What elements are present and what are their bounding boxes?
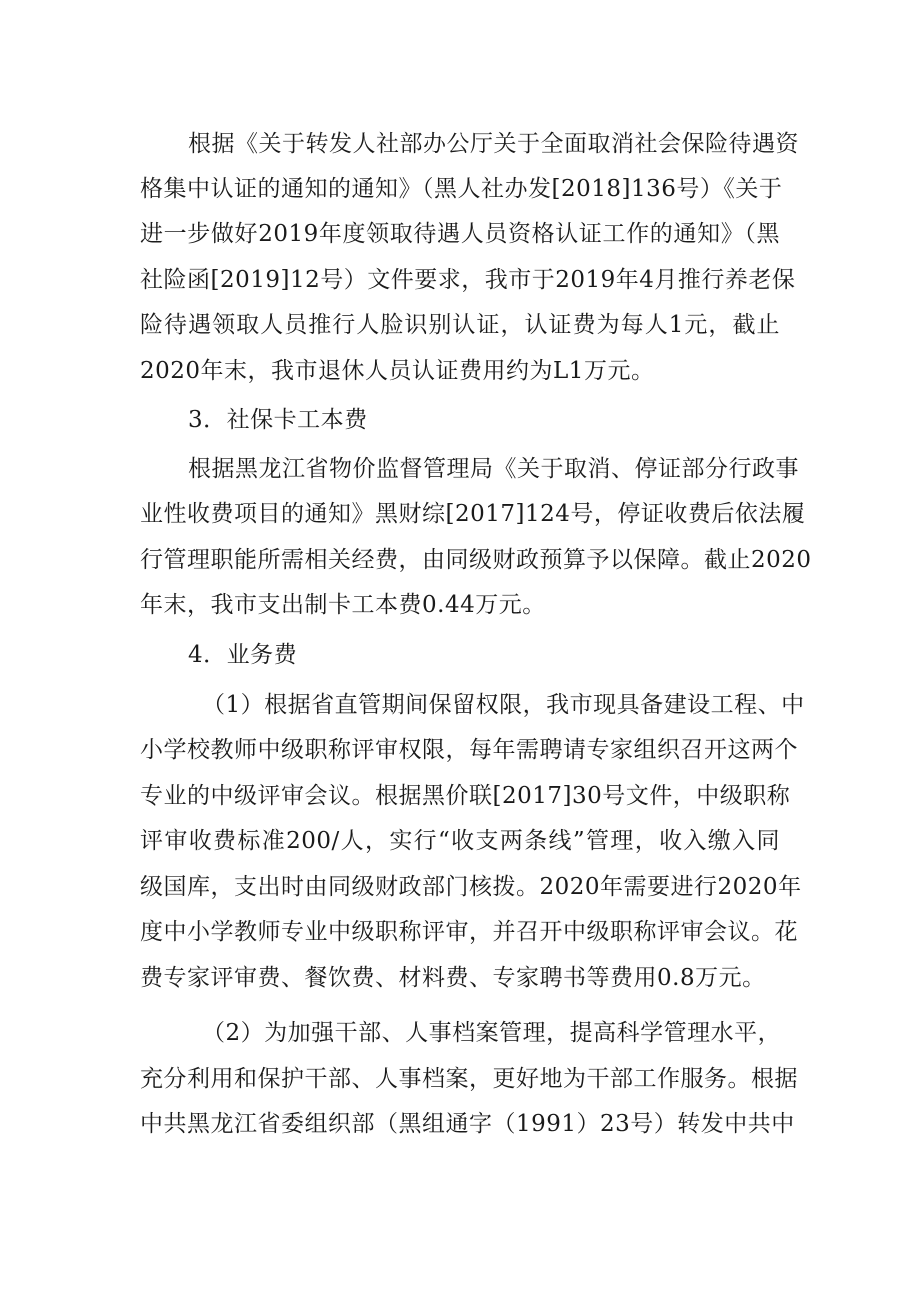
paragraph-3-line-3: 专业的中级评审会议。根据黑价联[2017]30号文件，中级职称 xyxy=(140,783,791,809)
paragraph-4-line-1: （2）为加强干部、人事档案管理，提高科学管理水平， xyxy=(202,1020,782,1046)
paragraph-3-line-2: 小学校教师中级职称评审权限，每年需聘请专家组织召开这两个 xyxy=(140,737,798,763)
paragraph-3-line-4: 评审收费标准200/人，实行“收支两条线”管理，收入缴入同 xyxy=(140,828,780,854)
paragraph-4-line-2: 充分利用和保护干部、人事档案，更好地为干部工作服务。根据 xyxy=(140,1066,798,1092)
paragraph-1-line-1: 根据《关于转发人社部办公厅关于全面取消社会保险待遇资 xyxy=(188,131,799,157)
paragraph-1-line-5: 险待遇领取人员推行人脸识别认证，认证费为每人1元，截止 xyxy=(140,312,780,338)
paragraph-3-line-1: （1）根据省直管期间保留权限，我市现具备建设工程、中 xyxy=(202,692,805,718)
paragraph-2-line-2: 业性收费项目的通知》黑财综[2017]124号，停证收费后依法履 xyxy=(140,501,806,527)
section-heading-4: 4．业务费 xyxy=(188,642,298,668)
paragraph-3-line-6: 度中小学教师专业中级职称评审，并召开中级职称评审会议。花 xyxy=(140,919,798,945)
paragraph-2-line-1: 根据黑龙江省物价监督管理局《关于取消、停证部分行政事 xyxy=(188,456,799,482)
paragraph-4-line-3: 中共黑龙江省委组织部（黑组通字（1991）23号）转发中共中 xyxy=(140,1111,795,1137)
paragraph-1-line-6: 2020年末，我市退休人员认证费用约为L1万元。 xyxy=(140,358,655,384)
paragraph-1-line-2: 格集中认证的通知的通知》（黑人社办发[2018]136号）《关于 xyxy=(140,176,783,202)
paragraph-3-line-7: 费专家评审费、餐饮费、材料费、专家聘书等费用0.8万元。 xyxy=(140,965,766,991)
paragraph-1-line-4: 社险函[2019]12号）文件要求，我市于2019年4月推行养老保 xyxy=(140,267,796,293)
paragraph-2-line-4: 年末，我市支出制卡工本费0.44万元。 xyxy=(140,592,546,618)
paragraph-1-line-3: 进一步做好2019年度领取待遇人员资格认证工作的通知》（黑 xyxy=(140,221,780,247)
paragraph-2-line-3: 行管理职能所需相关经费，由同级财政预算予以保障。截止2020 xyxy=(140,547,812,573)
section-heading-3: 3．社保卡工本费 xyxy=(188,407,368,433)
paragraph-3-line-5: 级国库，支出时由同级财政部门核拨。2020年需要进行2020年 xyxy=(140,874,802,900)
